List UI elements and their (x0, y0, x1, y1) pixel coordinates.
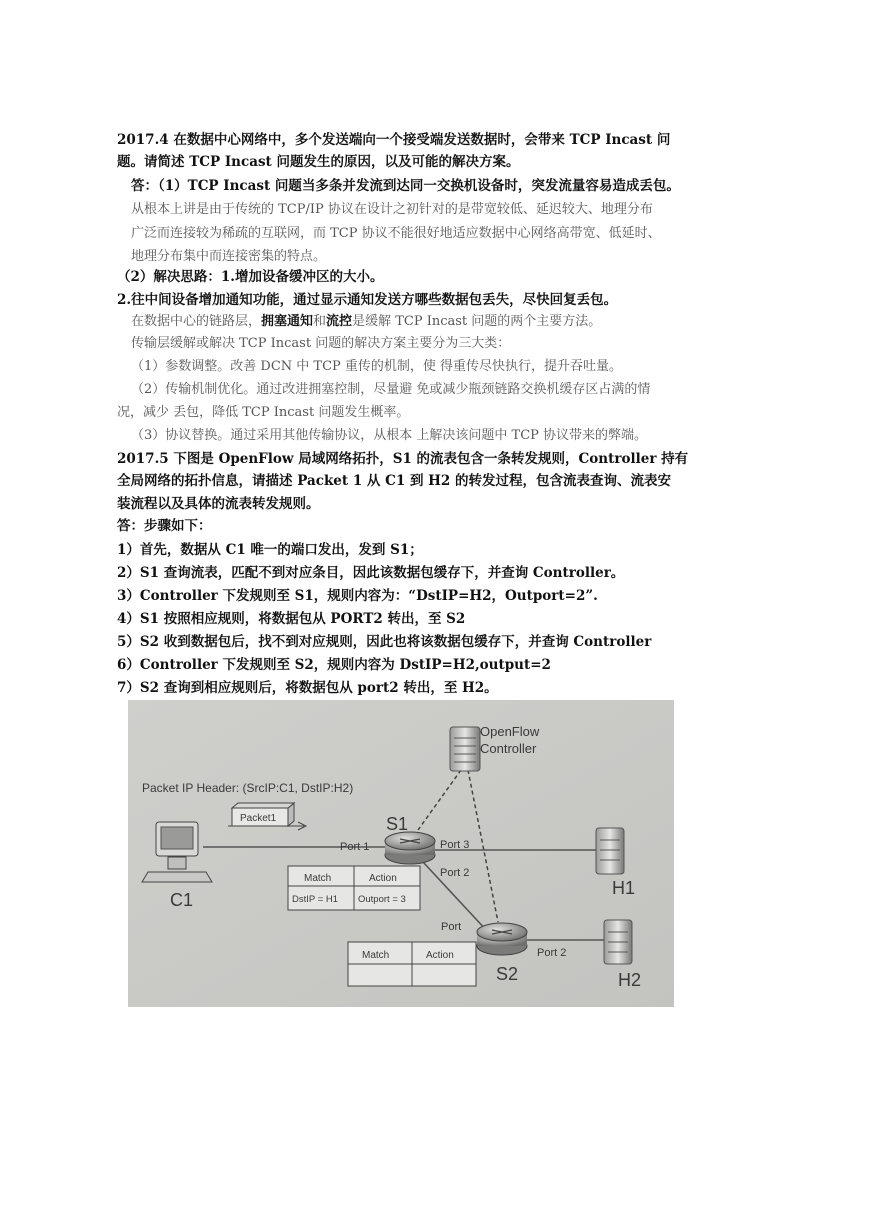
q1-para2: 传输层缓解或解决 TCP Incast 问题的解决方案主要分为三大类： (131, 336, 511, 351)
s1-table-match-value: DstIP = H1 (292, 894, 339, 905)
packet-header-label: Packet IP Header: (SrcIP:C1, DstIP:H2) (142, 781, 354, 795)
s2-port2-label: Port 2 (537, 947, 567, 959)
q2-title-line2: 全局网络的拓扑信息，请描述 Packet 1 从 C1 到 H2 的转发过程，包含流表查询、流表安 (117, 473, 672, 489)
q2-step-2: 2）S1 查询流表，匹配不到对应条目，因此该数据包缓存下，并查询 Controller。 (117, 565, 625, 581)
s2-flow-table (348, 942, 476, 986)
q1-solution-line2: 2.往中间设备增加通知功能，通过显示通知发送方哪些数据包丢失，尽快回复丢包。 (117, 292, 618, 308)
q2-title-line1: 2017.5 下图是 OpenFlow 局域网络拓扑，S1 的流表包含一条转发规则，Controller 持有 (117, 451, 689, 467)
s1-router-icon (385, 832, 435, 864)
s1-port3-label: Port 3 (440, 839, 470, 851)
s1-table-action-value: Outport = 3 (358, 894, 406, 905)
q1-para1-bold1: 拥塞通知 (261, 314, 314, 329)
q2-step-5: 5）S2 收到数据包后，找不到对应规则，因此也将该数据包缓存下，并查询 Controller (117, 634, 652, 650)
s2-port1-label: Port (441, 921, 462, 933)
h1-server-icon (596, 828, 624, 874)
s2-router-icon (477, 923, 527, 955)
q1-item3: （3）协议替换。通过采用其他传输协议，从根本 上解决该问题中 TCP 协议带来的弊端。 (131, 428, 648, 443)
packet-label: Packet1 (240, 813, 277, 824)
s1-port2-label: Port 2 (440, 867, 470, 879)
q1-answer-line3: 广泛而连接较为稀疏的互联网，而 TCP 协议不能很好地适应数据中心网络高带宽、低延时、 (131, 226, 661, 241)
q1-answer-line4: 地理分布集中而连接密集的特点。 (131, 249, 327, 264)
q1-solution-line1: （2）解决思路：1.增加设备缓冲区的大小。 (117, 269, 384, 285)
controller-label-1: OpenFlow (480, 724, 540, 739)
s1-label: S1 (386, 814, 409, 834)
h1-label: H1 (612, 878, 636, 898)
q1-para1-post: 是缓解 TCP Incast 问题的两个主要方法。 (352, 314, 602, 329)
q1-para1-pre: 在数据中心的链路层， (131, 314, 262, 329)
s1-table-header-action: Action (369, 873, 397, 884)
q1-title-line2: 题。请简述 TCP Incast 问题发生的原因，以及可能的解决方案。 (117, 154, 520, 170)
q1-item2b: 况，减少 丢包，降低 TCP Incast 问题发生概率。 (117, 405, 410, 420)
controller-server-icon (450, 727, 480, 771)
q1-para1-bold2: 流控 (326, 314, 353, 329)
s2-label: S2 (496, 964, 519, 984)
q2-title-line3: 装流程以及具体的流表转发规则。 (117, 496, 320, 512)
h2-label: H2 (618, 970, 642, 990)
q1-para1 (131, 312, 601, 332)
q2-step-1: 1）首先，数据从 C1 唯一的端口发出，发到 S1； (117, 542, 423, 558)
q2-step-6: 6）Controller 下发规则至 S2，规则内容为 DstIP=H2,output=2 (117, 657, 551, 673)
q1-item1: （1）参数调整。改善 DCN 中 TCP 重传的机制，使 得重传尽快执行，提升吞吐量。 (131, 359, 623, 374)
q2-answer-head: 答：步骤如下： (117, 518, 212, 534)
s2-table-header-action: Action (426, 950, 454, 961)
q1-answer-line2: 从根本上讲是由于传统的 TCP/IP 协议在设计之初针对的是带宽较低、延迟较大、地理分布 (131, 202, 653, 217)
s2-table-header-match: Match (362, 950, 390, 961)
openflow-topology-figure (128, 700, 674, 1007)
q2-step-4: 4）S1 按照相应规则，将数据包从 PORT2 转出，至 S2 (117, 611, 466, 627)
q1-title-line1: 2017.4 在数据中心网络中，多个发送端向一个接受端发送数据时，会带来 TCP Incast 问 (117, 132, 671, 148)
q1-para1-mid: 和 (313, 314, 327, 329)
c1-label: C1 (170, 890, 194, 910)
s1-table-header-match: Match (304, 873, 332, 884)
q1-answer-line1: 答：（1）TCP Incast 问题当多条并发流到达同一交换机设备时，突发流量容易造成丢包。 (131, 178, 680, 194)
s1-port1-label: Port 1 (340, 841, 370, 853)
controller-label-2: Controller (480, 741, 537, 756)
h2-server-icon (604, 920, 632, 964)
q1-item2a: （2）传输机制优化。通过改进拥塞控制，尽量避 免或减少瓶颈链路交换机缓存区占满的情 (131, 382, 651, 397)
q2-step-3: 3）Controller 下发规则至 S1，规则内容为：“DstIP=H2，Outport=2”. (117, 588, 598, 604)
q2-step-7: 7）S2 查询到相应规则后，将数据包从 port2 转出，至 H2。 (117, 680, 498, 696)
